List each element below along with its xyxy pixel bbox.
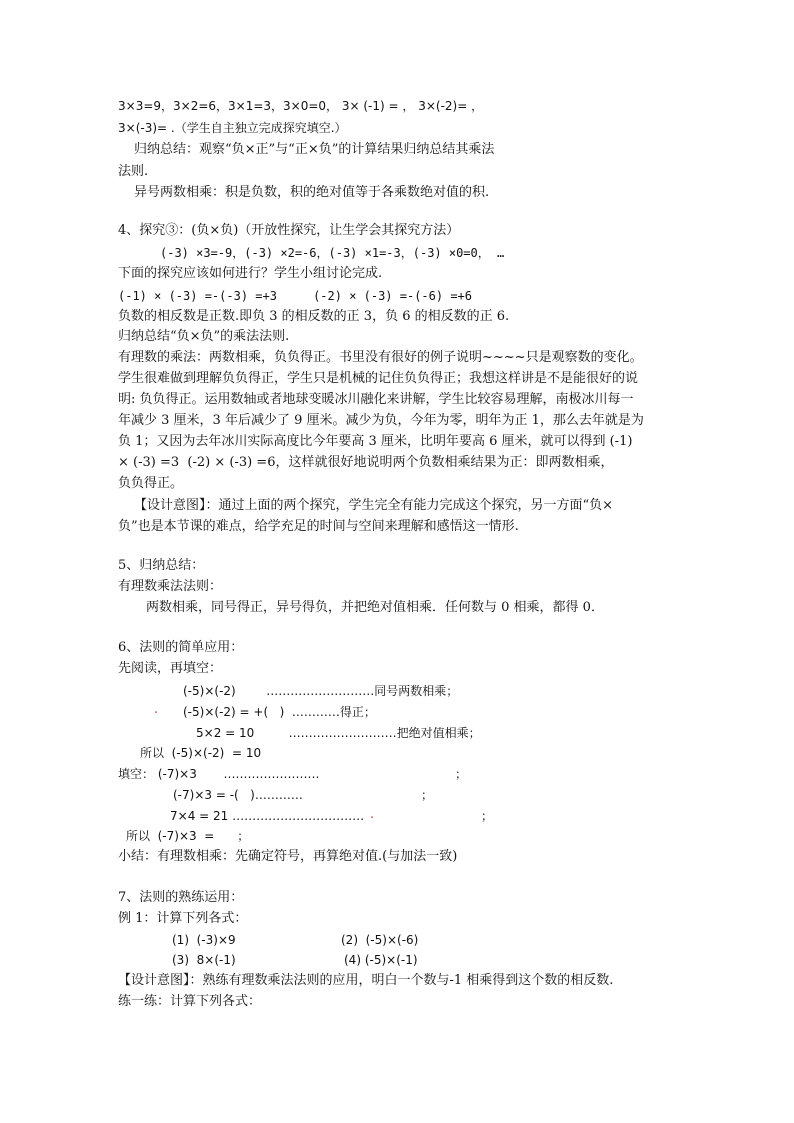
text-line: × (-3) =3 (-2) × (-3) =6，这样就很好地说明两个负数相乘结果为正：即两数相乘， <box>118 455 614 470</box>
text-line: 两数相乘，同号得正，异号得负，并把绝对值相乘．任何数与 0 相乘，都得 0． <box>146 600 604 615</box>
text-line: 例 1：计算下列各式： <box>118 911 248 926</box>
section-heading: 4、探究③：(负×负)（开放性探究，让生学会其探究方法） <box>118 223 460 238</box>
text-line: 小结：有理数相乘：先确定符号，再算绝对值.(与加法一致) <box>118 849 458 864</box>
punctuation: ； <box>421 788 434 802</box>
text-line: (-1) × (-3) =-(-3) =+3 (-2) × (-3) =-(-6) =+6 <box>118 289 473 303</box>
text-line: 所以 (-7)×3 = ； <box>126 829 250 843</box>
section-heading: 7、法则的熟练运用： <box>118 890 244 905</box>
text-line: 填空： (-7)×3 …………………… <box>118 767 320 781</box>
text-line: 有理数乘法法则： <box>118 579 223 594</box>
section-heading: 6、法则的简单应用： <box>118 640 244 655</box>
text-line: 学生很难做到理解负负得正，学生只是机械的记住负负得正；我想这样讲是不是能很好的说 <box>118 371 639 386</box>
text-line: 明: 负负得正。运用数轴或者地球变暖冰川融化来讲解，学生比较容易理解，南极冰川每一 <box>118 392 634 407</box>
text-line: 年减少 3 厘米，3 年后减少了 9 厘米。减少为负，今年为零，明年为正 1，那么去年就是为 <box>118 413 644 428</box>
text-line: 【设计意图】：熟练有理数乘法法则的应用，明白一个数与-1 相乘得到这个数的相反数. <box>118 973 614 988</box>
text-line: 负 1；又因为去年冰川实际高度比今年要高 3 厘米，比明年要高 6 厘米，就可以得到 (-1) <box>118 434 633 449</box>
stray-dot: . <box>370 807 375 822</box>
text-line: 3×(-3)= .（学生自主独立完成探究填空.） <box>118 121 347 135</box>
exercise-item: (4) (-5)×(-1) <box>344 953 418 967</box>
text-line: 先阅读，再填空： <box>118 661 223 676</box>
text-line: 归纳总结：观察“负×正”与“正×负”的计算结果归纳总结其乘法 <box>134 142 495 157</box>
text-line: (-7)×3 = -( )………… <box>173 788 303 802</box>
text-line: 负”也是本节课的难点，给学充足的时间与空间来理解和感悟这一情形. <box>118 519 519 534</box>
punctuation: ； <box>455 767 468 781</box>
text-line: 异号两数相乘：积是负数，积的绝对值等于各乘数绝对值的积. <box>134 185 490 200</box>
section-heading: 5、归纳总结： <box>118 558 205 573</box>
exercise-item: (2) (-5)×(-6) <box>341 933 419 947</box>
text-line: 法则. <box>118 164 149 179</box>
text-line: (-5)×(-2) = +( ) …………得正； <box>183 705 376 719</box>
text-line: (-3) ×3=-9，(-3) ×2=-6，(-3) ×1=-3，(-3) ×0=0， … <box>160 246 505 260</box>
text-line: 负数的相反数是正数.即负 3 的相反数的正 3，负 6 的相反数的正 6. <box>118 309 510 324</box>
exercise-item: (1) (-3)×9 <box>172 933 236 947</box>
text-line: 5×2 = 10 ………………………把绝对值相乘； <box>196 726 481 740</box>
text-line: 所以 (-5)×(-2) = 10 <box>140 746 262 760</box>
text-line: 下面的探究应该如何进行？学生小组讨论完成. <box>118 266 383 281</box>
text-line: 7×4 = 21 …………………………… <box>170 809 365 823</box>
text-line: (-5)×(-2) ………………………同号两数相乘； <box>183 684 459 698</box>
stray-dot: . <box>154 702 159 717</box>
text-line: 【设计意图】：通过上面的两个探究，学生完全有能力完成这个探究，另一方面“负× <box>134 498 614 513</box>
text-line: 负负得正。 <box>118 476 184 491</box>
text-line: 有理数的乘法：两数相乘，负负得正。书里没有很好的例子说明~~~~只是观察数的变化。 <box>118 350 643 365</box>
text-line: 归纳总结“负×负”的乘法法则. <box>118 329 290 344</box>
exercise-item: (3) 8×(-1) <box>172 953 236 967</box>
text-line: 3×3=9，3×2=6，3×1=3，3×0=0， 3× (-1) = ， 3×(-2)= ， <box>118 99 484 113</box>
punctuation: ； <box>481 809 494 823</box>
text-line: 练一练：计算下列各式： <box>118 994 262 1009</box>
